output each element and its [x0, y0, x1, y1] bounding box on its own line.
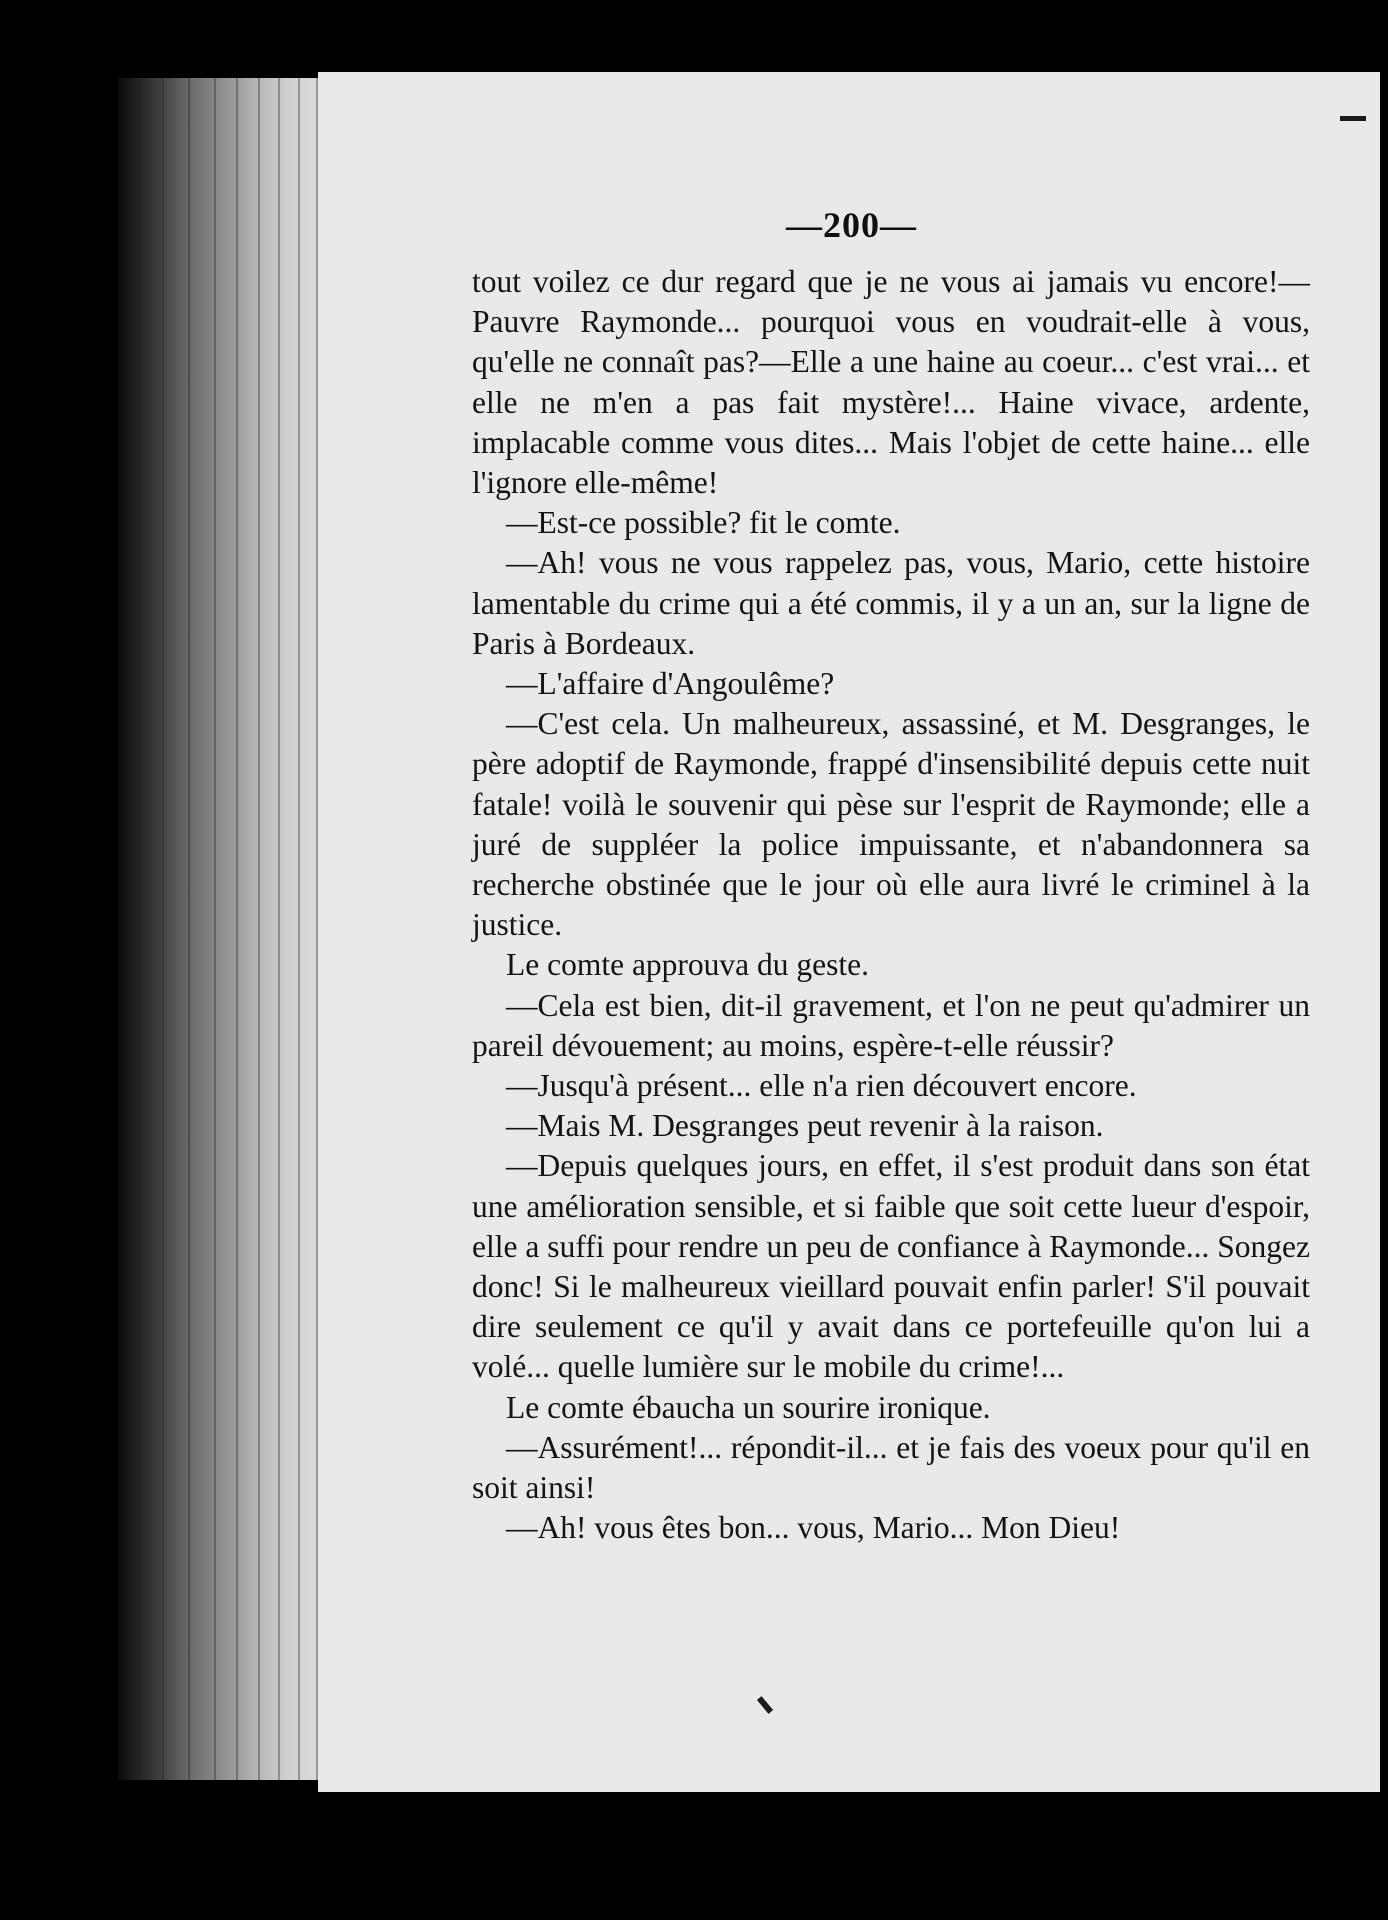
page-number: —200— — [786, 205, 917, 245]
paragraph: —L'affaire d'Angoulême? — [506, 666, 835, 702]
paragraph: —Ah! vous êtes bon... vous, Mario... Mon Dieu! — [506, 1510, 1121, 1546]
paragraph: —Assurément!... répondit-il... et je fais des voeux pour qu'il en soit ainsi! — [472, 1429, 1310, 1506]
paragraph: —Mais M. Desgranges peut revenir à la raison. — [506, 1108, 1104, 1144]
book-page-edges — [118, 78, 328, 1780]
body-text — [472, 262, 1310, 1549]
scan-speck — [1340, 116, 1366, 121]
paragraph: tout voilez ce dur regard que je ne vous ai jamais vu encore!—Pauvre Raymonde... pourquoi vous en voudrait-elle à vous, qu'elle ne connaît pas?—Elle a une haine au coeur... c'est vrai... et elle ne m'en a pas fait mystère!... Haine vivace, ardente, implacable comme vous dites... Mais l'objet de cette haine... elle l'ignore elle-même! — [472, 264, 1310, 501]
paragraph: —Depuis quelques jours, en effet, il s'est produit dans son état une amélioration sensible, et si faible que soit cette lueur d'espoir, elle a suffi pour rendre un peu de confiance à Raymonde... Songez donc! Si le malheureux vieillard pouvait enfin parler! S'il pouvait dire seulement ce qu'il y avait dans ce portefeuille qu'on lui a volé... quelle lumière sur le mobile du crime!... — [472, 1148, 1310, 1385]
paragraph: —Jusqu'à présent... elle n'a rien découvert encore. — [506, 1068, 1137, 1104]
paragraph: —Ah! vous ne vous rappelez pas, vous, Mario, cette histoire lamentable du crime qui a été commis, il y a un an, sur la ligne de Paris à Bordeaux. — [472, 545, 1310, 661]
paragraph: Le comte ébaucha un sourire ironique. — [506, 1389, 991, 1425]
paragraph: —Est-ce possible? fit le comte. — [506, 505, 901, 541]
paragraph: Le comte approuva du geste. — [506, 947, 869, 983]
paragraph: —Cela est bien, dit-il gravement, et l'on ne peut qu'admirer un pareil dévouement; au moins, espère-t-elle réussir? — [472, 987, 1310, 1063]
paragraph: —C'est cela. Un malheureux, assassiné, et M. Desgranges, le père adoptif de Raymonde, frappé d'insensibilité depuis cette nuit fatale! voilà le souvenir qui pèse sur l'esprit de Raymonde; elle a juré de suppléer la police impuissante, et n'abandonnera sa recherche obstinée que le jour où elle aura livré le criminel à la justice. — [472, 706, 1310, 943]
